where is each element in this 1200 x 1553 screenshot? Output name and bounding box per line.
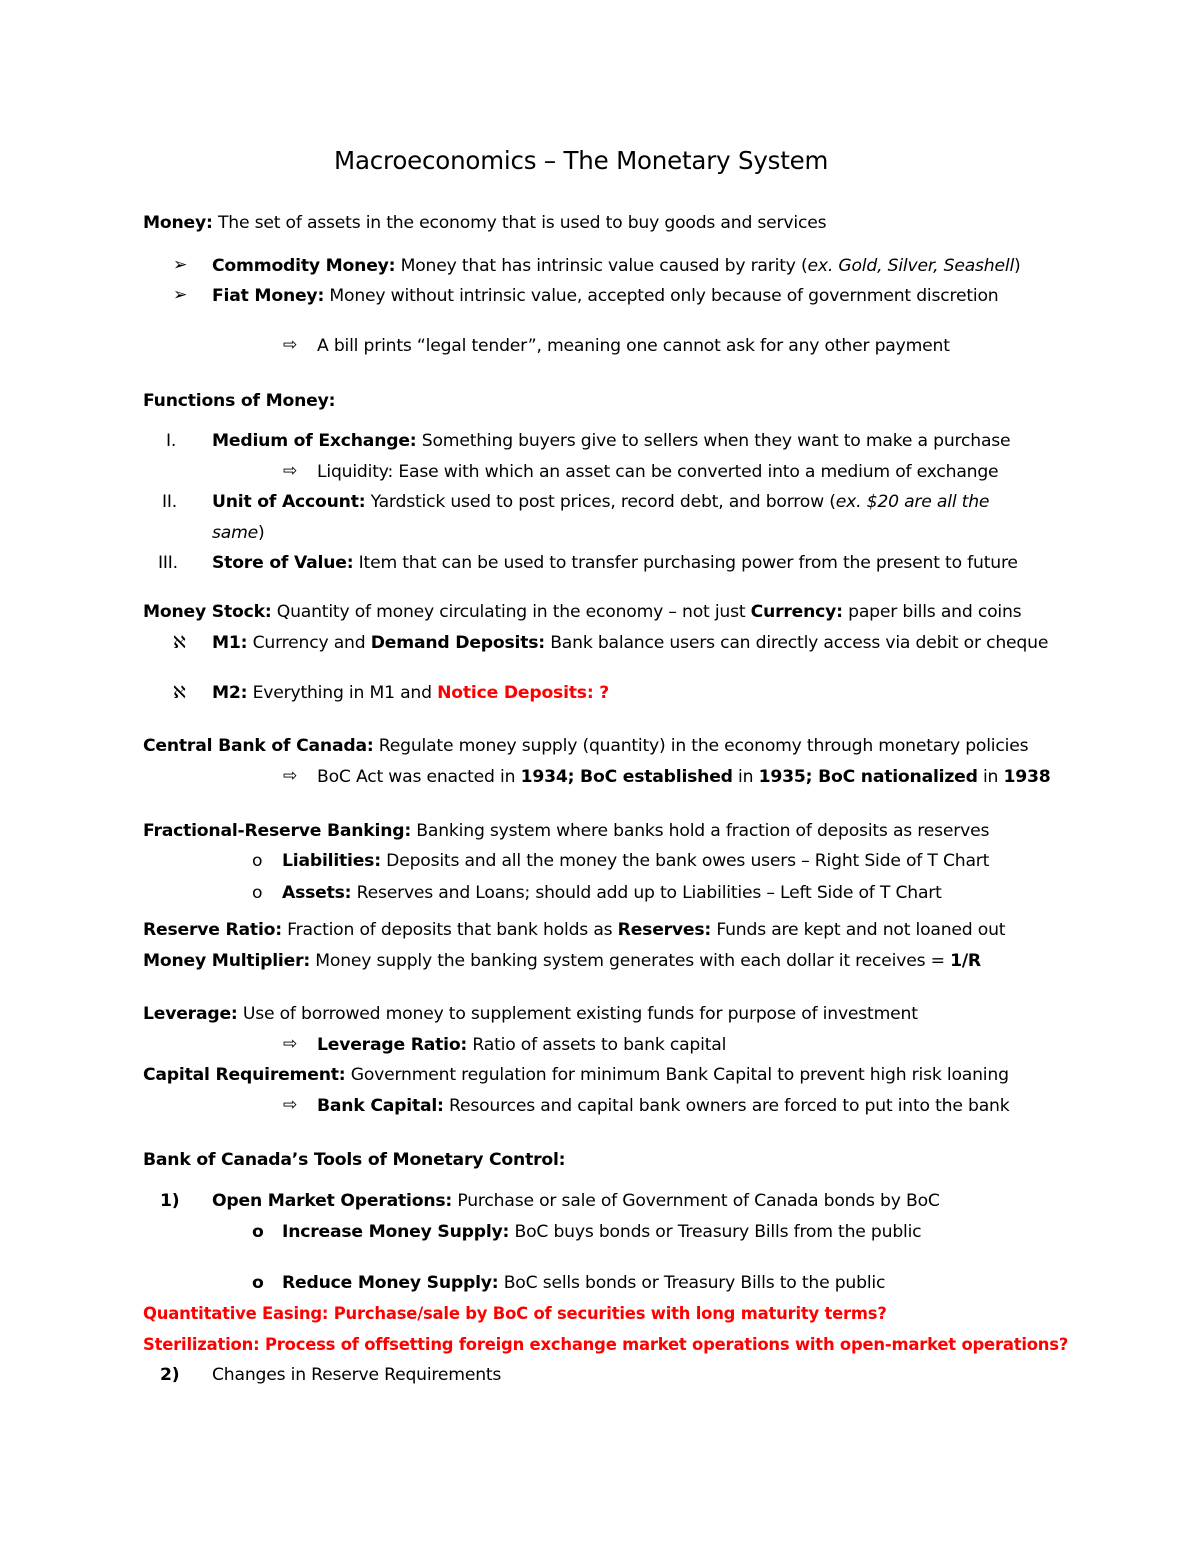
leverage-ratio-note: Leverage Ratio: Ratio of assets to bank capital: [317, 1035, 727, 1055]
reduce-money-supply-item: Reduce Money Supply: BoC sells bonds or Treasury Bills to the public: [282, 1273, 886, 1293]
money-def: The set of assets in the economy that is used to buy goods and services: [212, 213, 827, 233]
money-term: Money:: [143, 213, 213, 233]
functions-heading: Functions of Money:: [143, 391, 336, 411]
boc-history-note: BoC Act was enacted in 1934; BoC established in 1935; BoC nationalized in 1938: [317, 767, 1051, 787]
capital-requirement-definition: Capital Requirement: Government regulation for minimum Bank Capital to prevent high risk loaning: [143, 1065, 1009, 1085]
leverage-definition: Leverage: Use of borrowed money to supplement existing funds for purpose of investment: [143, 1004, 918, 1024]
open-market-operations-item: Open Market Operations: Purchase or sale of Government of Canada bonds by BoC: [212, 1191, 940, 1211]
tools-heading: Bank of Canada’s Tools of Monetary Control:: [143, 1150, 566, 1170]
liabilities-item: Liabilities: Deposits and all the money the bank owes users – Right Side of T Chart: [282, 851, 990, 871]
roman-numeral: II.: [162, 492, 178, 512]
aleph-bullet-icon: ℵ: [173, 633, 186, 653]
central-bank-definition: Central Bank of Canada: Regulate money supply (quantity) in the economy through monetary policies: [143, 736, 1029, 756]
circle-bullet-icon: o: [252, 851, 263, 871]
arrowhead-bullet-icon: ➢: [173, 285, 188, 305]
bank-capital-note: Bank Capital: Resources and capital bank owners are forced to put into the bank: [317, 1096, 1010, 1116]
m1-item: M1: Currency and Demand Deposits: Bank balance users can directly access via debit or cheque: [212, 633, 1049, 653]
unit-of-account-item: Unit of Account: Yardstick used to post prices, record debt, and borrow (ex. $20 are all the: [212, 492, 990, 512]
commodity-money-item: Commodity Money: Money that has intrinsic value caused by rarity (ex. Gold, Silver, Seashell): [212, 256, 1021, 276]
store-of-value-item: Store of Value: Item that can be used to transfer purchasing power from the present to future: [212, 553, 1018, 573]
money-stock-definition: Money Stock: Quantity of money circulating in the economy – not just Currency: paper bills and coins: [143, 602, 1022, 622]
arrow-bullet-icon: ⇨: [283, 766, 298, 786]
reserve-requirements-item: Changes in Reserve Requirements: [212, 1365, 502, 1385]
liquidity-note: Liquidity: Ease with which an asset can be converted into a medium of exchange: [317, 462, 999, 482]
circle-bullet-icon: o: [252, 883, 263, 903]
arrow-bullet-icon: ⇨: [283, 1034, 298, 1054]
legal-tender-note: A bill prints “legal tender”, meaning one cannot ask for any other payment: [317, 336, 950, 356]
arrowhead-bullet-icon: ➢: [173, 255, 188, 275]
arrow-bullet-icon: ⇨: [283, 335, 298, 355]
quantitative-easing-question: Quantitative Easing: Purchase/sale by BoC of securities with long maturity terms?: [143, 1304, 887, 1323]
list-number: 1): [160, 1191, 180, 1211]
circle-bullet-icon: o: [252, 1273, 264, 1293]
reserve-ratio-definition: Reserve Ratio: Fraction of deposits that bank holds as Reserves: Funds are kept and not loaned out: [143, 920, 1006, 940]
fractional-reserve-definition: Fractional-Reserve Banking: Banking system where banks hold a fraction of deposits as reserves: [143, 821, 990, 841]
circle-bullet-icon: o: [252, 1222, 264, 1242]
assets-item: Assets: Reserves and Loans; should add up to Liabilities – Left Side of T Chart: [282, 883, 942, 903]
page-title: Macroeconomics – The Monetary System: [334, 146, 829, 175]
arrow-bullet-icon: ⇨: [283, 1095, 298, 1115]
list-number: 2): [160, 1365, 180, 1385]
sterilization-question: Sterilization: Process of offsetting foreign exchange market operations with open-market operations?: [143, 1335, 1069, 1354]
arrow-bullet-icon: ⇨: [283, 461, 298, 481]
money-definition: [143, 212, 826, 234]
increase-money-supply-item: Increase Money Supply: BoC buys bonds or Treasury Bills from the public: [282, 1222, 922, 1242]
aleph-bullet-icon: ℵ: [173, 683, 186, 703]
medium-of-exchange-item: Medium of Exchange: Something buyers give to sellers when they want to make a purchase: [212, 431, 1011, 451]
roman-numeral: III.: [158, 553, 178, 573]
unit-of-account-continued: same): [212, 523, 265, 543]
fiat-money-item: Fiat Money: Money without intrinsic value, accepted only because of government discretion: [212, 286, 999, 306]
money-multiplier-definition: Money Multiplier: Money supply the banking system generates with each dollar it receives = 1/R: [143, 951, 981, 971]
roman-numeral: I.: [166, 431, 177, 451]
m2-item: M2: Everything in M1 and Notice Deposits: ?: [212, 683, 610, 703]
